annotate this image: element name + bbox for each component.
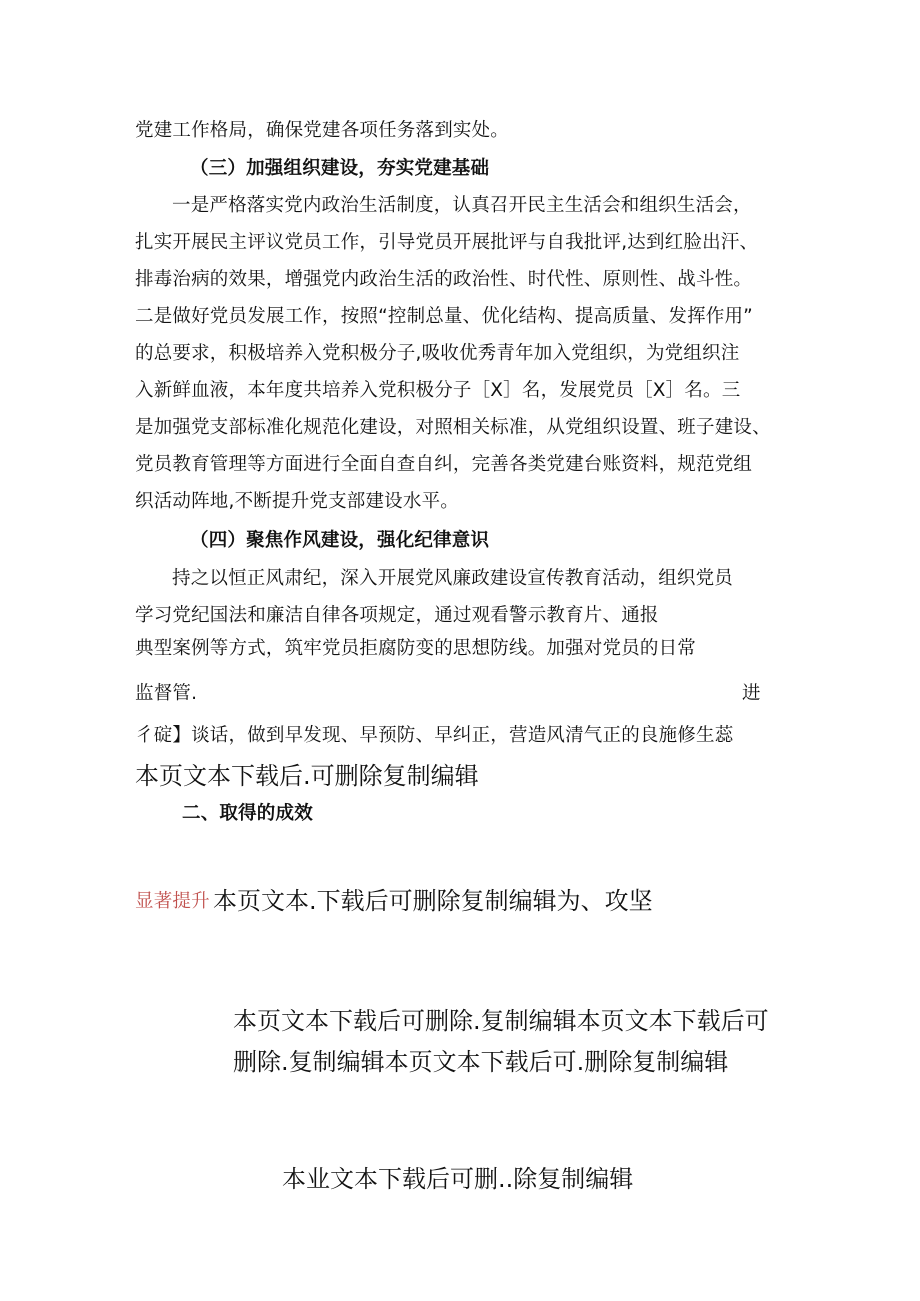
highlight-text: 显著提升: [135, 891, 210, 912]
paragraph-line: 入新鲜血液，本年度共培养入党积极分子［X］名，发展党员［X］名。三: [135, 380, 741, 401]
paragraph-line: 的总要求，积极培养入党积极分子,吸收优秀青年加入党组织，为党组织注: [135, 343, 740, 364]
paragraph-line: 监督管.: [135, 683, 198, 704]
watermark-text: 本页文本下载后.可删除复制编辑: [135, 762, 479, 790]
paragraph-line: 一是严格落实党内政治生活制度，认真召开民主生活会和组织生活会，: [172, 195, 752, 216]
paragraph-line: 学习党纪国法和廉洁自律各项规定，通过观看警示教育片、通报: [135, 605, 659, 626]
watermark-text: 本页文本下载后可删除.复制编辑本页文本下载后可: [233, 1007, 769, 1035]
watermark-text: 删除.复制编辑本页文本下载后可.删除复制编辑: [233, 1048, 729, 1076]
section-heading-4: （四）聚焦作风建设，强化纪律意识: [190, 530, 490, 551]
paragraph-line-fragment: 进: [742, 683, 761, 704]
section-heading-3: （三）加强组织建设，夯实党建基础: [190, 158, 490, 179]
watermark-text: 本业文本下载后可删..除复制编辑: [282, 1165, 634, 1193]
section-heading-2: 二、取得的成效: [182, 803, 313, 824]
paragraph-line: 党建工作格局，确保党建各项任务落到实处。: [135, 120, 510, 141]
paragraph-line: 是加强党支部标准化规范化建设，对照相关标准，从党组织设置、班子建设、: [135, 417, 771, 438]
paragraph-line: 扎实开展民主评议党员工作，引导党员开展批评与自我批评,达到红脸出汗、: [135, 232, 759, 253]
paragraph-line: 持之以恒正风肃纪，深入开展党风廉政建设宣传教育活动，组织党员: [172, 568, 734, 589]
paragraph-line: 排毒治病的效果，增强党内政治生活的政治性、时代性、原则性、战斗性。: [135, 269, 753, 290]
paragraph-line: 党员教育管理等方面进行全面自查自纠，完善各类党建台账资料，规范党组: [135, 454, 753, 475]
paragraph-line: 织活动阵地,不断提升党支部建设水平。: [135, 491, 459, 512]
paragraph-line: 彳碇】谈话，做到早发现、早预防、早纠正，营造风清气正的良施修生蕊: [135, 725, 734, 746]
paragraph-line: 二是做好党员发展工作，按照“控制总量、优化结构、提高质量、发挥作用”: [135, 306, 753, 327]
watermark-text: 本页文本.下载后可删除复制编辑为、攻坚: [213, 887, 653, 915]
paragraph-line: 典型案例等方式，筑牢党员拒腐防变的思想防线。加强对党员的日常: [135, 638, 697, 659]
